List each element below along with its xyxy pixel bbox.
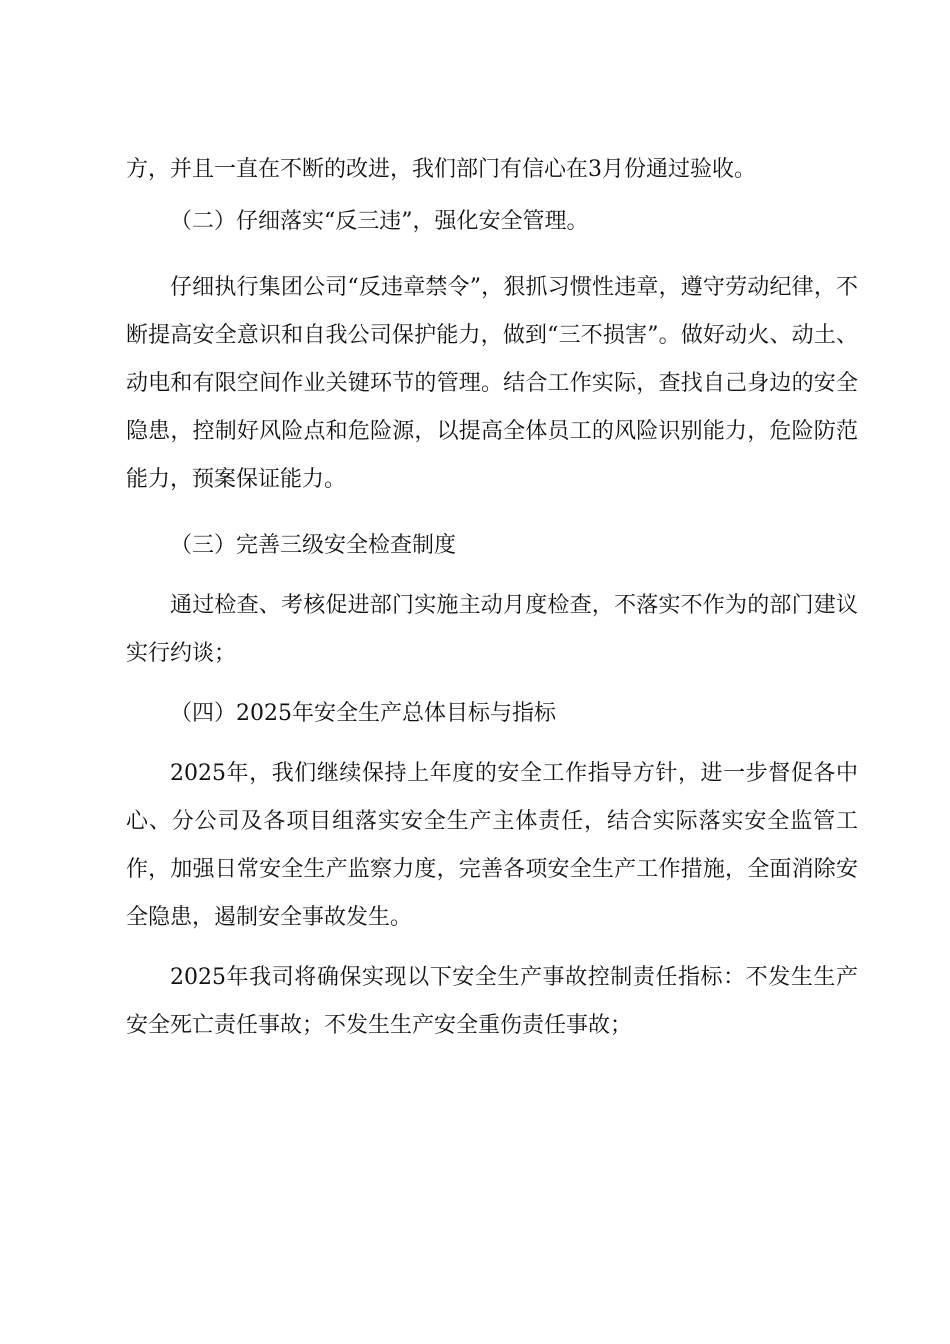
paragraph-annual-goal: 2025年，我们继续保持上年度的安全工作指导方针，进一步督促各中心、分公司及各项目组落实安全生产主体责任，结合实际落实安全监管工作，加强日常安全生产监察力度，完善各项安全生产工作措施，全面消除安全隐患，遏制安全事故发生。 [126,761,858,930]
section-heading-3: （三）完善三级安全检查制度 [170,533,457,558]
paragraph-continuation: 方，并且一直在不断的改进，我们部门有信心在3月份通过验收。 [126,157,756,182]
paragraph-anti-violation: 仔细执行集团公司“反违章禁令”，狠抓习惯性违章，遵守劳动纪律，不断提高安全意识和自我公司保护能力，做到“三不损害”。做好动火、动土、动电和有限空间作业关键环节的管理。结合工作实际，查找自己身边的安全隐患，控制好风险点和危险源，以提高全体员工的风险识别能力，危险防范能力，预案保证能力。 [126,275,858,492]
section-heading-4: （四）2025年安全生产总体目标与指标 [170,701,556,726]
paragraph-inspection: 通过检查、考核促进部门实施主动月度检查，不落实不作为的部门建议实行约谈； [126,593,858,666]
paragraph-control-indicators: 2025年我司将确保实现以下安全生产事故控制责任指标：不发生生产安全死亡责任事故；不发生生产安全重伤责任事故； [126,965,858,1038]
document-body [126,146,858,1050]
section-heading-2: （二）仔细落实“反三违”，强化安全管理。 [170,209,589,234]
